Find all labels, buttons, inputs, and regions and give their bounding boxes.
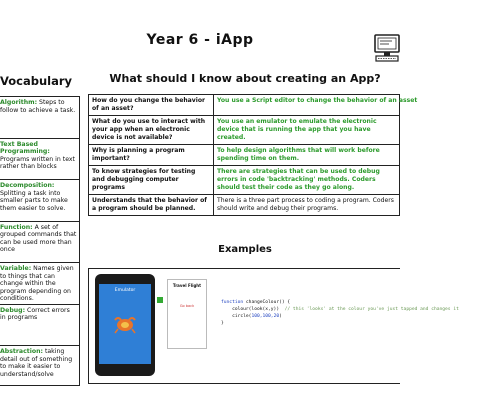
code-line: circle( bbox=[221, 314, 252, 319]
emulator-label: Emulator bbox=[114, 288, 136, 293]
app-card-text: Go back bbox=[179, 304, 195, 308]
code-snippet bbox=[221, 299, 459, 327]
run-button[interactable] bbox=[157, 297, 163, 303]
vocab-item bbox=[0, 346, 79, 388]
answer-cell: To help design algorithms that will work before spending time on them. bbox=[214, 145, 400, 166]
code-line: ) bbox=[279, 314, 282, 319]
vocabulary-panel bbox=[0, 96, 80, 386]
vocab-definition: A set of grouped commands that can be used more than once bbox=[0, 223, 77, 254]
vocab-term: Function: bbox=[0, 223, 33, 231]
code-line: colour(look(x,y)) bbox=[221, 307, 280, 312]
vocab-term: Debug: bbox=[0, 306, 26, 314]
answer-cell: There are strategies that can be used to debug errors in code 'backtracking' methods. Coders should test their code as they go along. bbox=[214, 166, 400, 195]
knowledge-heading: What should I know about creating an App? bbox=[109, 72, 381, 85]
page-title: Year 6 - iApp bbox=[146, 32, 254, 48]
vocab-item bbox=[0, 222, 79, 264]
vocab-definition: Correct errors in programs bbox=[0, 306, 70, 322]
vocab-definition: Programs written in text rather than blocks bbox=[0, 155, 75, 171]
question-cell: How do you change the behavior of an asset? bbox=[89, 95, 214, 116]
vocab-item bbox=[0, 139, 79, 181]
crab-sprite-icon bbox=[112, 314, 138, 334]
computer-icon bbox=[372, 33, 400, 63]
app-card-title: Travel Flight bbox=[172, 283, 202, 288]
examples-panel bbox=[88, 268, 459, 384]
app-preview-card bbox=[167, 279, 207, 349]
vocab-term: Algorithm: bbox=[0, 99, 38, 106]
code-keyword: function bbox=[221, 300, 244, 305]
vocab-term: Abstraction: bbox=[0, 348, 43, 355]
vocab-term: Variable: bbox=[0, 265, 32, 272]
vocab-term: Text Based Programming: bbox=[0, 140, 50, 156]
vocab-term: Decomposition: bbox=[0, 182, 55, 189]
answer-cell: You use an emulator to emulate the electronic device that is running the app that you have created. bbox=[214, 116, 400, 145]
knowledge-table bbox=[88, 94, 418, 216]
table-row bbox=[89, 145, 400, 166]
vocab-item bbox=[0, 180, 79, 222]
vocab-definition: Splitting a task into smaller parts to make them easier to solve. bbox=[0, 189, 68, 212]
vocab-definition: Steps to follow to achieve a task. bbox=[0, 99, 76, 114]
vocab-item bbox=[0, 97, 79, 139]
table-row bbox=[89, 166, 400, 195]
vocab-item bbox=[0, 305, 79, 347]
code-comment: // this 'looks' at the colour you've just tapped and changes it bbox=[279, 307, 459, 312]
table-row bbox=[89, 95, 400, 116]
table-row bbox=[89, 116, 400, 145]
vocab-definition: taking detail out of something to make it easier to understand/solve bbox=[0, 348, 73, 378]
table-row bbox=[89, 195, 400, 216]
question-cell: Understands that the behavior of a program should be planned. bbox=[89, 195, 214, 216]
answer-cell: There is a three part process to coding a program. Coders should write and debug their programs. bbox=[214, 195, 400, 216]
vocab-item bbox=[0, 263, 79, 305]
code-numbers: 100,100,20 bbox=[251, 314, 280, 319]
code-line: changeColour() { bbox=[243, 300, 291, 305]
question-cell: Why is planning a program important? bbox=[89, 145, 214, 166]
question-cell: What do you use to interact with your app when an electronic device is not available? bbox=[89, 116, 214, 145]
emulator-screen bbox=[99, 284, 151, 364]
vocab-definition: Names given to things that can change within the program depending on conditions. bbox=[0, 265, 74, 303]
code-line: } bbox=[221, 321, 224, 326]
vocabulary-heading: Vocabulary bbox=[0, 74, 73, 88]
answer-cell: You use a Script editor to change the behavior of an asset bbox=[214, 95, 400, 116]
examples-heading: Examples bbox=[218, 244, 272, 255]
question-cell: To know strategies for testing and debugging computer programs bbox=[89, 166, 214, 195]
phone-emulator bbox=[95, 274, 155, 376]
